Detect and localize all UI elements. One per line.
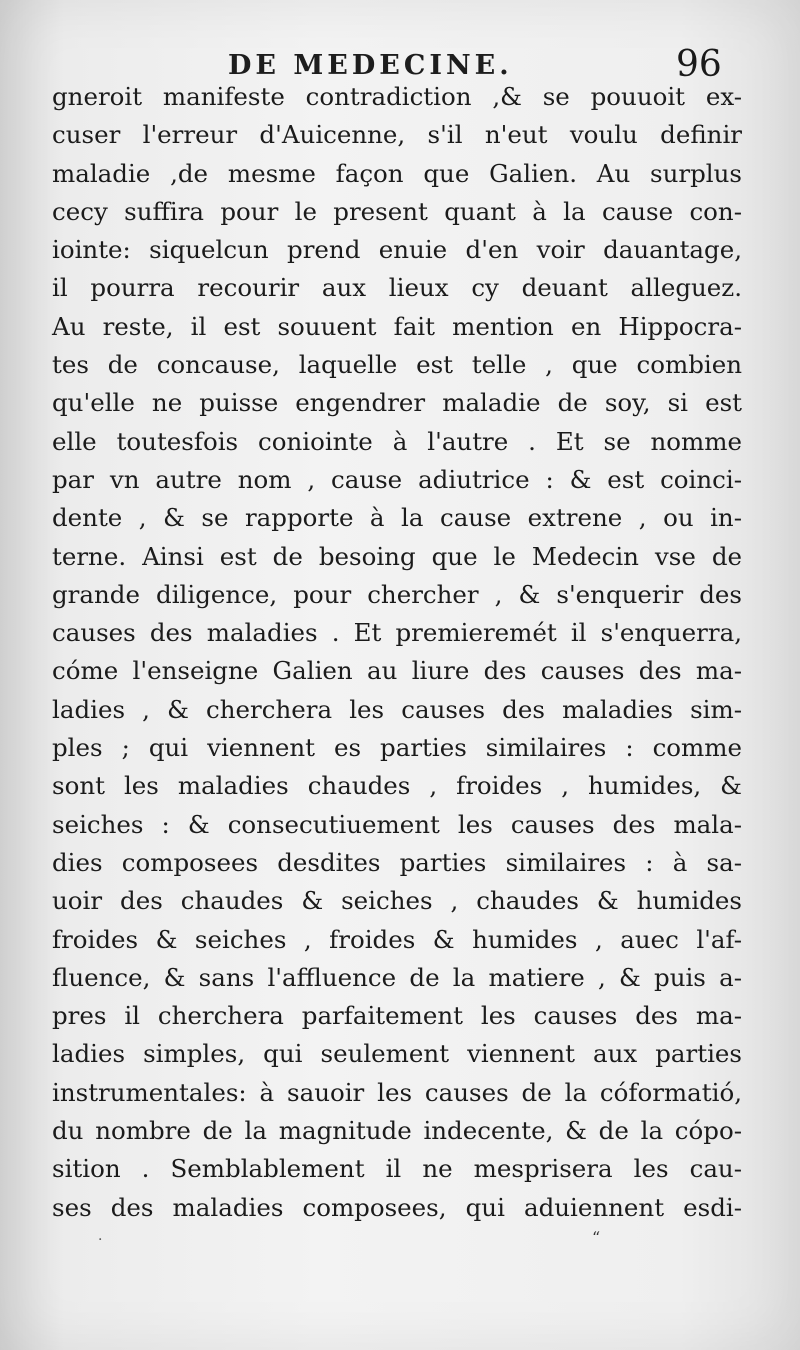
text-line: gneroit manifeste contradiction ,& se pouuoit ex-: [52, 82, 742, 111]
text-line: ses des maladies composees, qui aduiennent esdi-: [52, 1192, 742, 1222]
text-line: qu'elle ne puisse engendrer maladie de soy, si est: [52, 388, 742, 418]
text-line: elle toutesfois coniointe à l'autre . Et se nomme: [52, 426, 742, 456]
running-head: DE MEDECINE.: [228, 50, 513, 81]
text-line: maladie ,de mesme façon que Galien. Au surplus: [52, 158, 742, 188]
text-line: causes des maladies . Et premieremét il s'enquerra,: [52, 618, 742, 648]
text-line: tes de concause, laquelle est telle , que combien: [52, 350, 742, 380]
text-line: terne. Ainsi est de besoing que le Medecin vse de: [52, 541, 742, 571]
text-line: iointe: siquelcun prend enuie d'en voir dauantage,: [52, 235, 742, 265]
text-line: ples ; qui viennent es parties similaires : comme: [52, 733, 742, 763]
text-line: ladies , & cherchera les causes des maladies sim-: [52, 694, 742, 724]
text-line: froides & seiches , froides & humides , auec l'af-: [52, 924, 742, 954]
catchword-mark: “: [592, 1228, 601, 1247]
text-line: cóme l'enseigne Galien au liure des causes des ma-: [52, 656, 742, 686]
text-line: seiches : & consecutiuement les causes des mala-: [52, 809, 742, 839]
text-line: sition . Semblablement il ne mesprisera les cau-: [52, 1154, 742, 1184]
text-line: cuser l'erreur d'Auicenne, s'il n'eut voulu definir: [52, 120, 742, 150]
text-line: cecy suffira pour le present quant à la cause con-: [52, 196, 742, 226]
text-line: sont les maladies chaudes , froides , humides, &: [52, 771, 742, 801]
text-line: uoir des chaudes & seiches , chaudes & humides: [52, 886, 742, 916]
text-line: du nombre de la magnitude indecente, & de la cópo-: [52, 1116, 742, 1146]
text-line: fluence, & sans l'affluence de la matiere , & puis a-: [52, 962, 742, 992]
text-line: dente , & se rapporte à la cause extrene , ou in-: [52, 503, 742, 533]
text-line: il pourra recourir aux lieux cy deuant alleguez.: [52, 273, 742, 303]
text-line: Au reste, il est souuent fait mention en Hippocra-: [52, 311, 742, 341]
body-text: [52, 78, 742, 1227]
text-line: dies composees desdites parties similaires : à sa-: [52, 847, 742, 877]
stray-dot-mark: ·: [98, 1232, 103, 1248]
text-line: grande diligence, pour chercher , & s'enquerir des: [52, 579, 742, 609]
page-number: 96: [676, 44, 722, 85]
text-line: pres il cherchera parfaitement les causes des ma-: [52, 1001, 742, 1031]
text-line: par vn autre nom , cause adiutrice : & est coinci-: [52, 464, 742, 494]
text-line: instrumentales: à sauoir les causes de la cóformatió,: [52, 1077, 742, 1107]
text-line: ladies simples, qui seulement viennent aux parties: [52, 1039, 742, 1069]
